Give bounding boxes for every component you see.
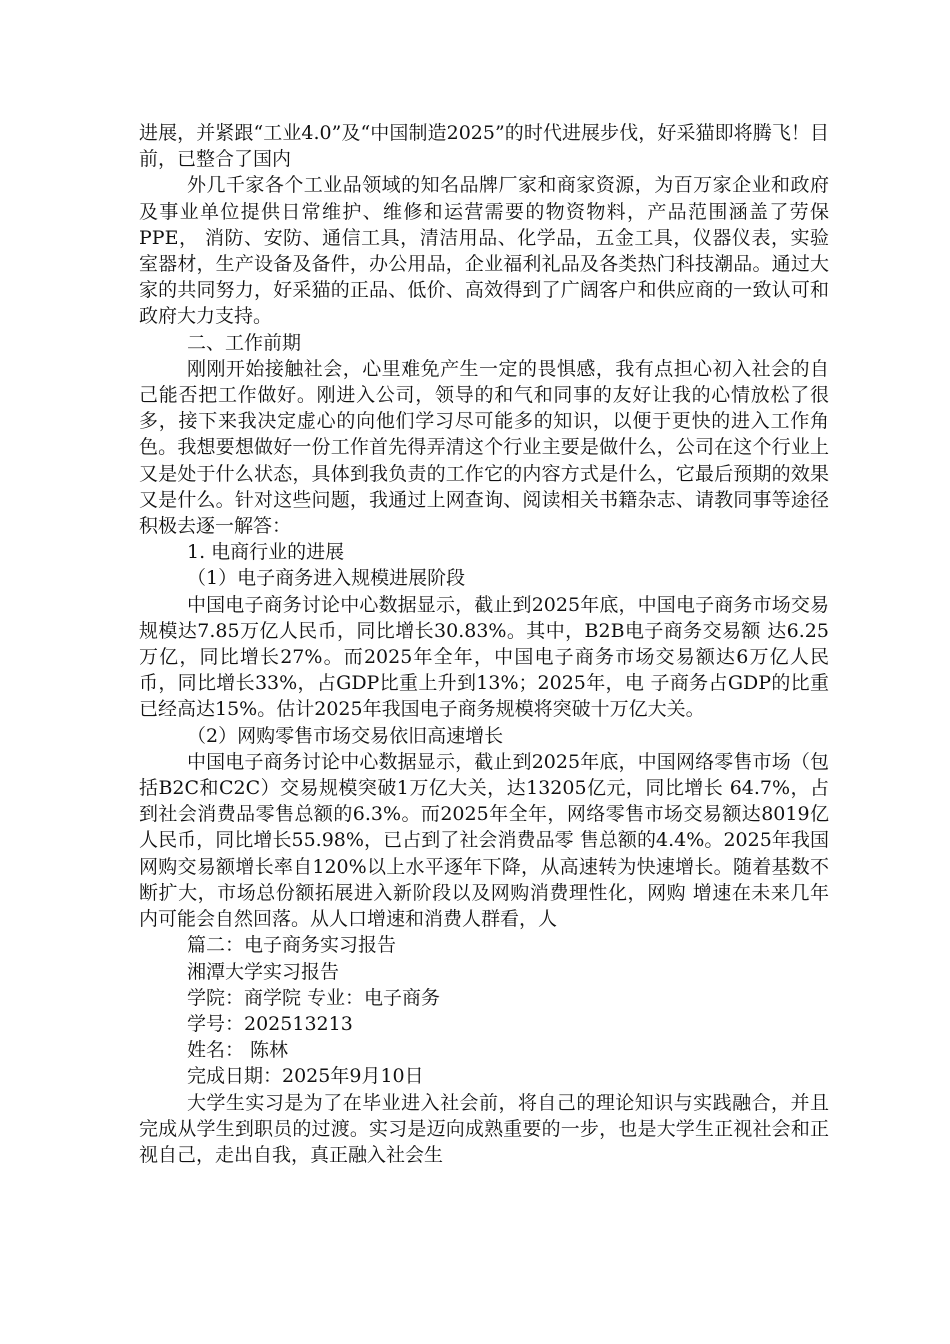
- paragraph: 刚刚开始接触社会，心里难免产生一定的畏惧感，我有点担心初入社会的自己能否把工作做好。刚进入公司，领导的和气和同事的友好让我的心情放松了很多，接下来我决定虚心的向他们学习尽可能多的知识，以便于更快的进入工作角色。我想要想做好一份工作首先得弄清这个行业主要是做什么，公司在这个行业上又是处于什么状态，具体到我负责的工作它的内容方式是什么，它最后预期的效果又是什么。针对这些问题，我通过上网查询、阅读相关书籍杂志、请教同事等途径积极去逐一解答：: [139, 357, 829, 538]
- report-title: 湘潭大学实习报告: [187, 960, 340, 983]
- paragraph: 中国电子商务讨论中心数据显示，截止到2025年底，中国电子商务市场交易规模达7.85万亿人民币，同比增长30.83%。其中，B2B电子商务交易额 达6.25万亿，同比增长27%。而2025年全年，中国电子商务市场交易额达6万亿人民币，同比增长33%，占GDP比重上升到13%；2025年，电 子商务占GDP的比重已经高达15%。估计2025年我国电子商务规模将突破十万亿大关。: [139, 593, 829, 721]
- paragraph: 进展，并紧跟“工业4.0”及“中国制造2025”的时代进展步伐，好采猫即将腾飞！目前，已整合了国内: [139, 122, 829, 171]
- report-meta-name: 姓名： 陈林: [187, 1039, 289, 1062]
- report-meta-date: 完成日期：2025年9月10日: [187, 1065, 424, 1088]
- subsection-heading: （2）网购零售市场交易依旧高速增长: [187, 724, 504, 747]
- section-heading: 二、工作前期: [187, 331, 302, 354]
- report-meta-student-id: 学号：202513213: [187, 1012, 353, 1035]
- paragraph: 中国电子商务讨论中心数据显示，截止到2025年底，中国网络零售市场（包括B2C和C2C）交易规模突破1万亿大关，达13205亿元，同比增长 64.7%，占到社会消费品零售总额的6.3%。而2025年全年，网络零售市场交易额达8019亿人民币，同比增长55.98%，已占到了社会消费品零 售总额的4.4%。2025年我国网购交易额增长率自120%以上水平逐年下降，从高速转为快速增长。随着基数不断扩大，市场总份额拓展进入新阶段以及网购消费理性化，网购 增速在未来几年内可能会自然回落。从人口增速和消费人群看，人: [139, 750, 829, 931]
- paragraph: 大学生实习是为了在毕业进入社会前，将自己的理论知识与实践融合，并且完成从学生到职员的过渡。实习是迈向成熟重要的一步，也是大学生正视社会和正视自己，走出自我，真正融入社会生: [139, 1091, 829, 1166]
- subsection-heading: 1. 电商行业的进展: [187, 541, 345, 564]
- document-body: [139, 120, 829, 1168]
- section-heading: 篇二：电子商务实习报告: [187, 934, 397, 957]
- report-meta-college: 学院：商学院 专业：电子商务: [187, 986, 441, 1009]
- subsection-heading: （1）电子商务进入规模进展阶段: [187, 567, 466, 590]
- paragraph: 外几千家各个工业品领域的知名品牌厂家和商家资源，为百万家企业和政府及事业单位提供日常维护、维修和运营需要的物资物料，产品范围涵盖了劳保PPE， 消防、安防、通信工具，清洁用品、化学品，五金工具，仪器仪表，实验室器材，生产设备及备件，办公用品，企业福利礼品及各类热门科技潮品。通过大家的共同努力，好采猫的正品、低价、高效得到了广阔客户和供应商的一致认可和政府大力支持。: [139, 174, 829, 328]
